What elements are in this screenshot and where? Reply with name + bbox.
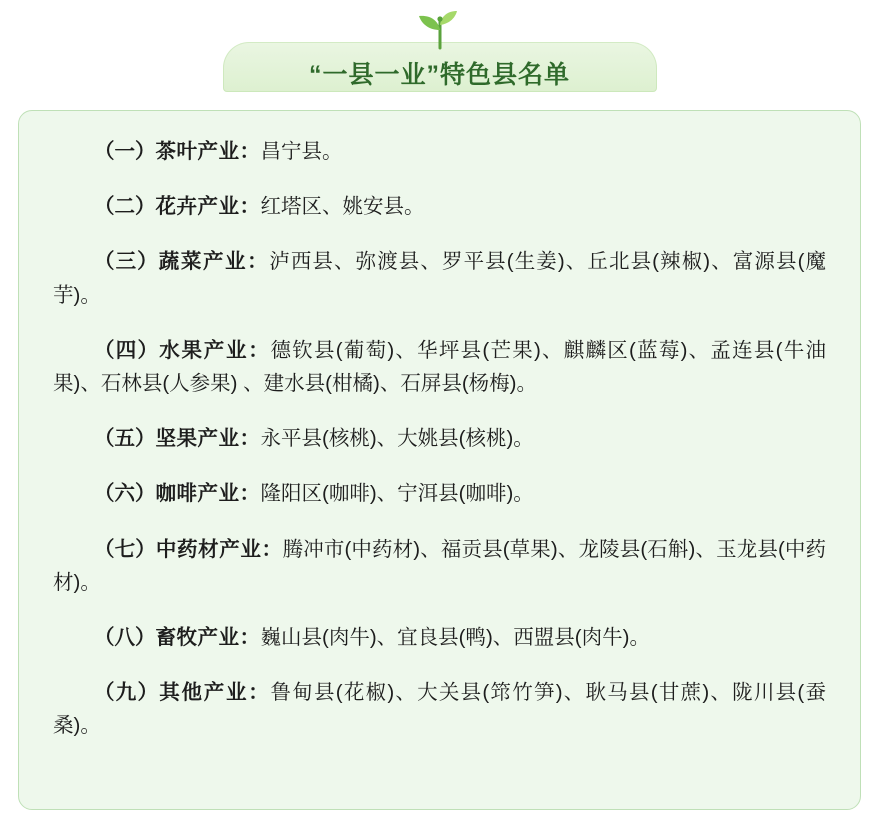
- list-item: [53, 245, 826, 311]
- list-item-values: 腾冲市(中药材)、福贡县(草果)、龙陵县(石斛)、玉龙县(中药材)。: [53, 537, 827, 594]
- list-item-category: 中药材产业：: [155, 537, 283, 561]
- list-item: [53, 422, 826, 455]
- list-item-values: 昌宁县。: [260, 140, 343, 163]
- list-item-values: 红塔区、姚安县。: [260, 195, 425, 219]
- list-item: [53, 621, 826, 654]
- list-item-category: 水果产业：: [159, 338, 271, 362]
- list-item-values: 鲁甸县(花椒)、大关县(筇竹笋)、耿马县(甘蔗)、陇川县(蚕桑)。: [53, 681, 826, 738]
- sprout-icon: [410, 8, 470, 50]
- list-item: [53, 676, 826, 742]
- list-item-values: 泸西县、弥渡县、罗平县(生姜)、丘北县(辣椒)、富源县(魔芋)。: [53, 250, 826, 307]
- list-item-category: 其他产业：: [159, 681, 271, 705]
- document-header: [0, 0, 879, 104]
- list-item-index: （四）: [94, 338, 160, 362]
- list-card: [18, 110, 861, 810]
- list-item-index: （五）: [94, 427, 156, 451]
- list-item-category: 畜牧产业：: [155, 626, 261, 650]
- list-item-category: 蔬菜产业：: [158, 250, 270, 274]
- list-item: [53, 135, 826, 168]
- list-item-index: （七）: [94, 537, 156, 561]
- list-item: [53, 334, 826, 400]
- list-item-category: 坚果产业：: [155, 427, 261, 451]
- list-item-index: （二）: [94, 195, 156, 219]
- list-item: [53, 533, 826, 599]
- list-item-values: 隆阳区(咖啡)、宁洱县(咖啡)。: [260, 482, 534, 506]
- list-item: [53, 190, 826, 223]
- list-item-category: 茶叶产业：: [155, 140, 261, 163]
- list-item-index: （一）: [94, 140, 156, 163]
- list-item-category: 花卉产业：: [155, 195, 261, 219]
- list-item: [53, 477, 826, 510]
- list-item-index: （九）: [94, 681, 160, 705]
- list-item-index: （三）: [94, 250, 159, 274]
- page-title: “一县一业”特色县名单: [308, 61, 570, 89]
- list-item-category: 咖啡产业：: [155, 482, 261, 506]
- list-item-values: 巍山县(肉牛)、宜良县(鸭)、西盟县(肉牛)。: [260, 626, 650, 650]
- list-item-values: 德钦县(葡萄)、华坪县(芒果)、麒麟区(蓝莓)、孟连县(牛油果)、石林县(人参果) 、建水县(柑橘)、石屏县(杨梅)。: [53, 338, 826, 396]
- list-item-values: 永平县(核桃)、大姚县(核桃)。: [260, 427, 534, 451]
- list-item-index: （八）: [94, 626, 156, 650]
- list-item-index: （六）: [94, 482, 156, 506]
